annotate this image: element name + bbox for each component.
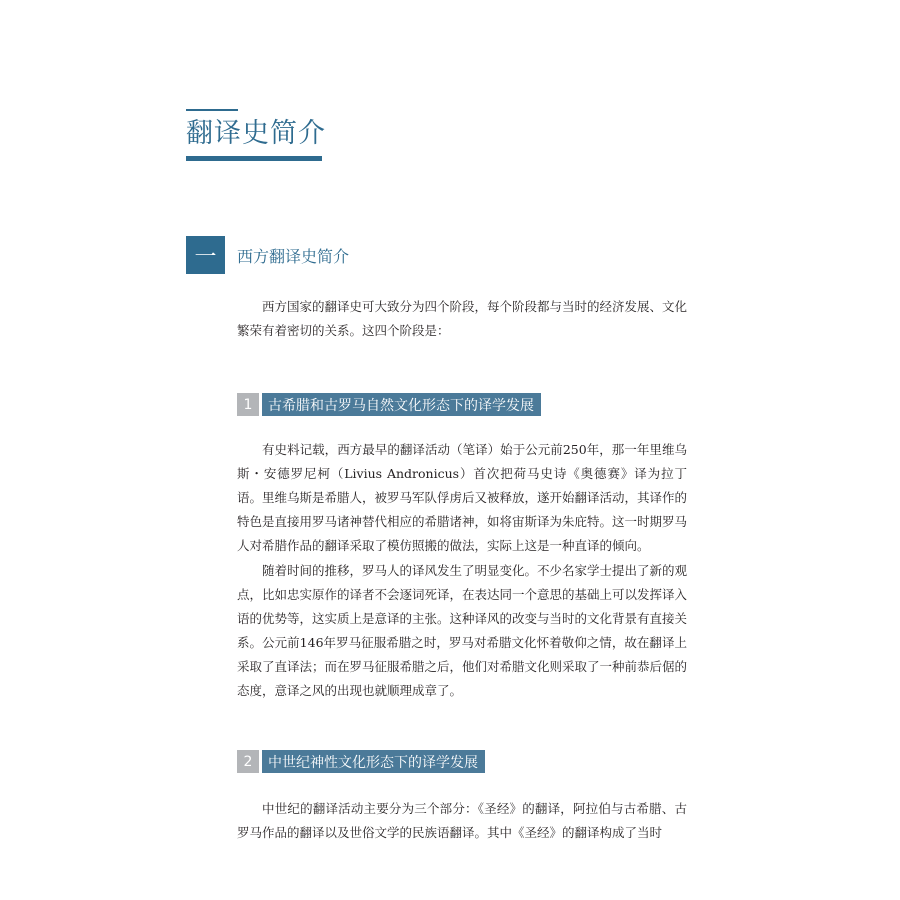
section-number-badge: 一 — [186, 236, 225, 274]
chapter-rule-bottom — [186, 156, 322, 161]
body-paragraph: 随着时间的推移，罗马人的译风发生了明显变化。不少名家学士提出了新的观点，比如忠实原作的译者不会逐词死译，在表达同一个意思的基础上可以发挥译入语的优势等，这实质上是意译的主张。这种译风的改变与当时的文化背景有直接关系。公元前146年罗马征服希腊之时，罗马对希腊文化怀着敬仰之情，故在翻译上采取了直译法；而在罗马征服希腊之后，他们对希腊文化则采取了一种前恭后倨的态度，意译之风的出现也就顺理成章了。 — [237, 563, 688, 698]
subsection-title: 古希腊和古罗马自然文化形态下的译学发展 — [262, 393, 541, 416]
intro-paragraph: 西方国家的翻译史可大致分为四个阶段，每个阶段都与当时的经济发展、文化繁荣有着密切的关系。这四个阶段是： — [237, 299, 688, 338]
subsection-title: 中世纪神性文化形态下的译学发展 — [262, 750, 485, 773]
chapter-title: 翻译史简介 — [186, 118, 326, 149]
subsection-heading-2 — [237, 750, 485, 773]
body-paragraph: 有史料记载，西方最早的翻译活动（笔译）始于公元前250年，那一年里维乌斯・安德罗尼柯（Livius Andronicus）首次把荷马史诗《奥德赛》译为拉丁语。里维乌斯是希腊人，被罗马军队俘虏后又被释放，遂开始翻译活动，其译作的特色是直接用罗马诸神替代相应的希腊诸神，如将宙斯译为朱庇特。这一时期罗马人对希腊作品的翻译采取了模仿照搬的做法，实际上这是一种直译的倾向。 — [237, 442, 688, 553]
subsection-number: 2 — [237, 750, 259, 773]
chapter-rule-top — [186, 109, 238, 111]
body-paragraph: 中世纪的翻译活动主要分为三个部分：《圣经》的翻译，阿拉伯与古希腊、古罗马作品的翻译以及世俗文学的民族语翻译。其中《圣经》的翻译构成了当时 — [237, 801, 687, 840]
subsection-number: 1 — [237, 393, 259, 416]
section-heading — [186, 236, 349, 274]
subsection-heading-1 — [237, 393, 541, 416]
section-title: 西方翻译史简介 — [237, 246, 350, 266]
